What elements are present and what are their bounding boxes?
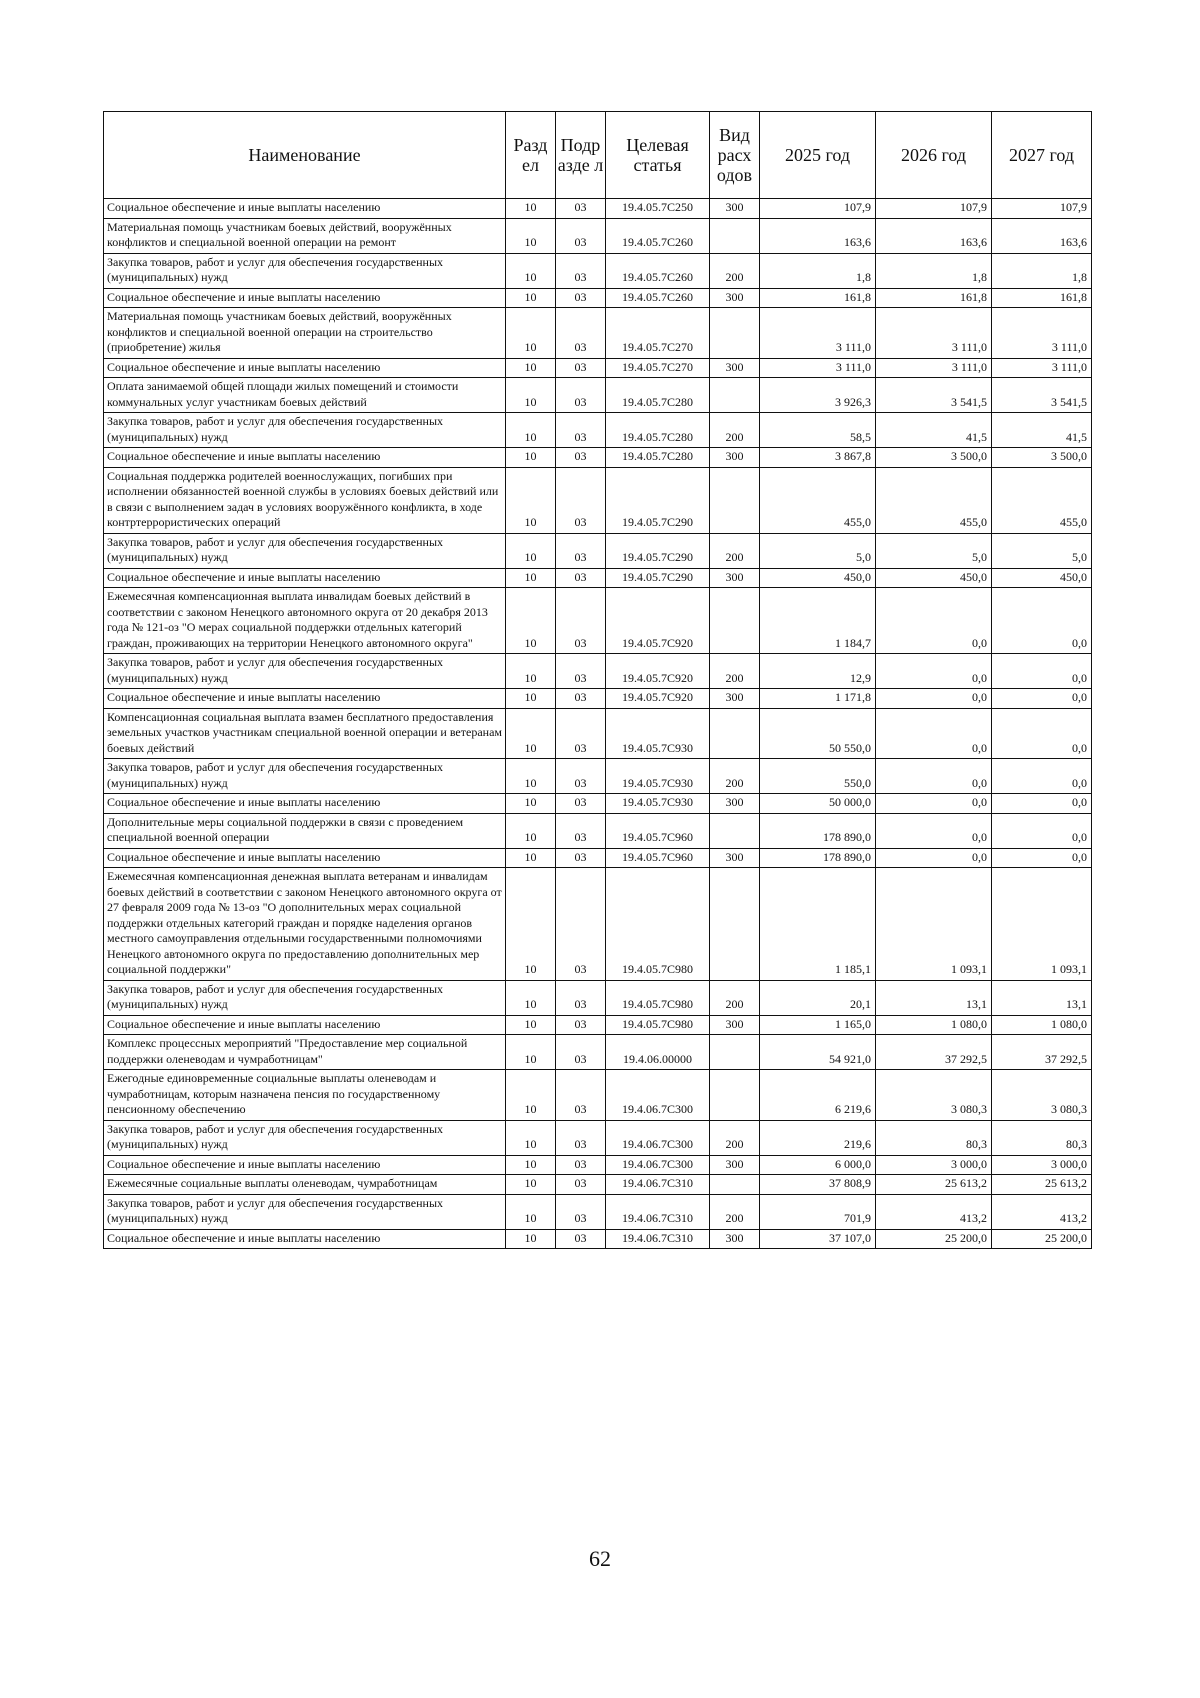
cell-2025: 450,0 xyxy=(760,568,876,588)
cell-name: Ежемесячная компенсационная выплата инвалидам боевых действий в соответствии с законом Ненецкого автономного округа от 20 декабря 2013 года № 121-оз "О мерах социальной поддержки отдельных категорий граждан, проживающих на территории Ненецкого автономного округа" xyxy=(104,588,506,654)
cell-subsection: 03 xyxy=(556,848,606,868)
cell-2026: 0,0 xyxy=(876,588,992,654)
budget-table xyxy=(103,111,1092,1249)
cell-target: 19.4.05.7С260 xyxy=(606,288,710,308)
cell-target: 19.4.06.7С310 xyxy=(606,1229,710,1249)
cell-expense-type: 300 xyxy=(710,794,760,814)
cell-2025: 54 921,0 xyxy=(760,1035,876,1070)
cell-2027: 0,0 xyxy=(992,848,1092,868)
cell-subsection: 03 xyxy=(556,1070,606,1121)
cell-2027: 1 080,0 xyxy=(992,1015,1092,1035)
cell-expense-type: 200 xyxy=(710,654,760,689)
cell-2025: 161,8 xyxy=(760,288,876,308)
cell-expense-type xyxy=(710,588,760,654)
cell-expense-type: 300 xyxy=(710,1229,760,1249)
table-row xyxy=(104,358,1092,378)
cell-2025: 37 107,0 xyxy=(760,1229,876,1249)
cell-subsection: 03 xyxy=(556,1120,606,1155)
cell-expense-type: 200 xyxy=(710,980,760,1015)
cell-subsection: 03 xyxy=(556,218,606,253)
table-row xyxy=(104,413,1092,448)
header-target: Целевая статья xyxy=(606,112,710,199)
table-row xyxy=(104,689,1092,709)
cell-subsection: 03 xyxy=(556,1015,606,1035)
cell-expense-type xyxy=(710,813,760,848)
cell-expense-type: 200 xyxy=(710,1120,760,1155)
cell-section: 10 xyxy=(506,759,556,794)
cell-section: 10 xyxy=(506,413,556,448)
cell-2025: 1 165,0 xyxy=(760,1015,876,1035)
cell-name: Материальная помощь участникам боевых действий, вооружённых конфликтов и специальной военной операции на строительство (приобретение) жилья xyxy=(104,308,506,359)
cell-2027: 0,0 xyxy=(992,689,1092,709)
cell-2026: 3 000,0 xyxy=(876,1155,992,1175)
table-row xyxy=(104,1015,1092,1035)
cell-target: 19.4.05.7С290 xyxy=(606,533,710,568)
header-section: Разд ел xyxy=(506,112,556,199)
cell-expense-type xyxy=(710,868,760,981)
cell-expense-type: 300 xyxy=(710,848,760,868)
table-row xyxy=(104,218,1092,253)
cell-2026: 0,0 xyxy=(876,848,992,868)
cell-name: Социальное обеспечение и иные выплаты населению xyxy=(104,568,506,588)
cell-target: 19.4.06.7С310 xyxy=(606,1194,710,1229)
cell-name: Закупка товаров, работ и услуг для обеспечения государственных (муниципальных) нужд xyxy=(104,253,506,288)
cell-target: 19.4.05.7С290 xyxy=(606,568,710,588)
cell-2025: 3 111,0 xyxy=(760,308,876,359)
cell-2027: 25 613,2 xyxy=(992,1175,1092,1195)
cell-name: Ежемесячные социальные выплаты оленеводам, чумработницам xyxy=(104,1175,506,1195)
cell-2025: 20,1 xyxy=(760,980,876,1015)
cell-expense-type: 300 xyxy=(710,689,760,709)
cell-2025: 5,0 xyxy=(760,533,876,568)
cell-section: 10 xyxy=(506,378,556,413)
cell-2026: 25 200,0 xyxy=(876,1229,992,1249)
cell-section: 10 xyxy=(506,358,556,378)
header-2027: 2027 год xyxy=(992,112,1092,199)
cell-2027: 0,0 xyxy=(992,813,1092,848)
cell-2025: 1 171,8 xyxy=(760,689,876,709)
cell-name: Закупка товаров, работ и услуг для обеспечения государственных (муниципальных) нужд xyxy=(104,980,506,1015)
cell-expense-type: 200 xyxy=(710,759,760,794)
table-row xyxy=(104,848,1092,868)
cell-target: 19.4.05.7С980 xyxy=(606,868,710,981)
cell-target: 19.4.05.7С280 xyxy=(606,413,710,448)
cell-section: 10 xyxy=(506,980,556,1015)
cell-section: 10 xyxy=(506,1194,556,1229)
cell-section: 10 xyxy=(506,308,556,359)
cell-section: 10 xyxy=(506,218,556,253)
table-row xyxy=(104,1194,1092,1229)
cell-name: Социальное обеспечение и иные выплаты населению xyxy=(104,794,506,814)
cell-name: Социальное обеспечение и иные выплаты населению xyxy=(104,1015,506,1035)
cell-2026: 0,0 xyxy=(876,708,992,759)
cell-expense-type xyxy=(710,708,760,759)
cell-2027: 1 093,1 xyxy=(992,868,1092,981)
cell-expense-type xyxy=(710,308,760,359)
table-row xyxy=(104,1070,1092,1121)
cell-subsection: 03 xyxy=(556,588,606,654)
cell-subsection: 03 xyxy=(556,1035,606,1070)
cell-2027: 1,8 xyxy=(992,253,1092,288)
cell-expense-type: 300 xyxy=(710,199,760,219)
cell-2026: 413,2 xyxy=(876,1194,992,1229)
cell-section: 10 xyxy=(506,199,556,219)
cell-expense-type xyxy=(710,1070,760,1121)
cell-subsection: 03 xyxy=(556,980,606,1015)
table-row xyxy=(104,1175,1092,1195)
cell-name: Социальная поддержка родителей военнослужащих, погибших при исполнении обязанностей военной службы в условиях боевых действий или в связи с выполнением задач в условиях вооружённого конфликта, в ходе контртеррористических операций xyxy=(104,467,506,533)
cell-2026: 80,3 xyxy=(876,1120,992,1155)
cell-2026: 450,0 xyxy=(876,568,992,588)
cell-expense-type: 200 xyxy=(710,413,760,448)
cell-2025: 50 000,0 xyxy=(760,794,876,814)
cell-subsection: 03 xyxy=(556,1194,606,1229)
cell-2027: 13,1 xyxy=(992,980,1092,1015)
cell-subsection: 03 xyxy=(556,253,606,288)
cell-expense-type: 300 xyxy=(710,358,760,378)
cell-2027: 3 000,0 xyxy=(992,1155,1092,1175)
cell-expense-type: 300 xyxy=(710,1015,760,1035)
cell-subsection: 03 xyxy=(556,467,606,533)
cell-target: 19.4.05.7С920 xyxy=(606,588,710,654)
cell-2026: 1 093,1 xyxy=(876,868,992,981)
cell-2027: 3 500,0 xyxy=(992,448,1092,468)
cell-target: 19.4.06.00000 xyxy=(606,1035,710,1070)
cell-target: 19.4.06.7С300 xyxy=(606,1070,710,1121)
table-row xyxy=(104,1155,1092,1175)
cell-2025: 12,9 xyxy=(760,654,876,689)
cell-section: 10 xyxy=(506,868,556,981)
cell-section: 10 xyxy=(506,1035,556,1070)
cell-section: 10 xyxy=(506,568,556,588)
cell-2025: 455,0 xyxy=(760,467,876,533)
table-row xyxy=(104,813,1092,848)
cell-subsection: 03 xyxy=(556,448,606,468)
cell-2025: 1 184,7 xyxy=(760,588,876,654)
cell-2027: 450,0 xyxy=(992,568,1092,588)
cell-section: 10 xyxy=(506,1015,556,1035)
cell-name: Дополнительные меры социальной поддержки в связи с проведением специальной военной операции xyxy=(104,813,506,848)
header-2026: 2026 год xyxy=(876,112,992,199)
cell-target: 19.4.05.7С260 xyxy=(606,218,710,253)
cell-name: Социальное обеспечение и иные выплаты населению xyxy=(104,848,506,868)
cell-section: 10 xyxy=(506,253,556,288)
cell-target: 19.4.06.7С310 xyxy=(606,1175,710,1195)
cell-2025: 58,5 xyxy=(760,413,876,448)
cell-subsection: 03 xyxy=(556,794,606,814)
cell-2025: 50 550,0 xyxy=(760,708,876,759)
cell-section: 10 xyxy=(506,848,556,868)
cell-target: 19.4.06.7С300 xyxy=(606,1155,710,1175)
table-row xyxy=(104,588,1092,654)
cell-subsection: 03 xyxy=(556,533,606,568)
cell-2026: 161,8 xyxy=(876,288,992,308)
cell-2027: 0,0 xyxy=(992,654,1092,689)
cell-name: Социальное обеспечение и иные выплаты населению xyxy=(104,288,506,308)
cell-2026: 3 500,0 xyxy=(876,448,992,468)
cell-name: Закупка товаров, работ и услуг для обеспечения государственных (муниципальных) нужд xyxy=(104,533,506,568)
cell-expense-type: 200 xyxy=(710,533,760,568)
cell-subsection: 03 xyxy=(556,378,606,413)
cell-2026: 107,9 xyxy=(876,199,992,219)
cell-2026: 0,0 xyxy=(876,813,992,848)
cell-2026: 37 292,5 xyxy=(876,1035,992,1070)
cell-name: Социальное обеспечение и иные выплаты населению xyxy=(104,448,506,468)
cell-target: 19.4.05.7С920 xyxy=(606,654,710,689)
cell-target: 19.4.05.7С980 xyxy=(606,980,710,1015)
cell-2026: 1 080,0 xyxy=(876,1015,992,1035)
cell-target: 19.4.05.7С980 xyxy=(606,1015,710,1035)
table-row xyxy=(104,467,1092,533)
cell-section: 10 xyxy=(506,689,556,709)
cell-target: 19.4.05.7С960 xyxy=(606,813,710,848)
table-body xyxy=(104,199,1092,1249)
cell-expense-type: 300 xyxy=(710,448,760,468)
cell-subsection: 03 xyxy=(556,813,606,848)
cell-name: Социальное обеспечение и иные выплаты населению xyxy=(104,1229,506,1249)
cell-subsection: 03 xyxy=(556,1155,606,1175)
cell-section: 10 xyxy=(506,533,556,568)
cell-expense-type xyxy=(710,467,760,533)
table-row xyxy=(104,448,1092,468)
cell-name: Компенсационная социальная выплата взамен бесплатного предоставления земельных участков участникам специальной военной операции и ветеранам боевых действий xyxy=(104,708,506,759)
cell-section: 10 xyxy=(506,654,556,689)
cell-2025: 6 219,6 xyxy=(760,1070,876,1121)
cell-expense-type: 300 xyxy=(710,288,760,308)
table-row xyxy=(104,253,1092,288)
cell-name: Закупка товаров, работ и услуг для обеспечения государственных (муниципальных) нужд xyxy=(104,654,506,689)
cell-name: Закупка товаров, работ и услуг для обеспечения государственных (муниципальных) нужд xyxy=(104,759,506,794)
cell-section: 10 xyxy=(506,288,556,308)
cell-expense-type: 300 xyxy=(710,1155,760,1175)
cell-2025: 178 890,0 xyxy=(760,848,876,868)
cell-name: Социальное обеспечение и иные выплаты населению xyxy=(104,358,506,378)
cell-section: 10 xyxy=(506,1155,556,1175)
cell-subsection: 03 xyxy=(556,308,606,359)
cell-expense-type xyxy=(710,1035,760,1070)
cell-2026: 5,0 xyxy=(876,533,992,568)
table-row xyxy=(104,533,1092,568)
cell-expense-type xyxy=(710,218,760,253)
cell-subsection: 03 xyxy=(556,568,606,588)
cell-2027: 413,2 xyxy=(992,1194,1092,1229)
cell-2025: 219,6 xyxy=(760,1120,876,1155)
cell-target: 19.4.05.7С930 xyxy=(606,759,710,794)
cell-name: Оплата занимаемой общей площади жилых помещений и стоимости коммунальных услуг участникам боевых действий xyxy=(104,378,506,413)
cell-section: 10 xyxy=(506,708,556,759)
cell-2026: 25 613,2 xyxy=(876,1175,992,1195)
cell-target: 19.4.05.7С280 xyxy=(606,378,710,413)
table-row xyxy=(104,708,1092,759)
table-row xyxy=(104,199,1092,219)
cell-name: Ежегодные единовременные социальные выплаты оленеводам и чумработницам, которым назначена пенсия по государственному пенсионному обеспечению xyxy=(104,1070,506,1121)
cell-2026: 13,1 xyxy=(876,980,992,1015)
cell-subsection: 03 xyxy=(556,689,606,709)
cell-2027: 107,9 xyxy=(992,199,1092,219)
cell-2026: 3 111,0 xyxy=(876,308,992,359)
cell-2025: 1 185,1 xyxy=(760,868,876,981)
cell-2027: 25 200,0 xyxy=(992,1229,1092,1249)
cell-section: 10 xyxy=(506,1070,556,1121)
cell-expense-type xyxy=(710,1175,760,1195)
cell-2025: 107,9 xyxy=(760,199,876,219)
cell-name: Ежемесячная компенсационная денежная выплата ветеранам и инвалидам боевых действий в соответствии с законом Ненецкого автономного округа от 27 февраля 2009 года № 13-оз "О дополнительных мерах социальной поддержки отдельных категорий граждан и порядке наделения органов местного самоуправления отдельными государственными полномочиями Ненецкого автономного округа по предоставлению дополнительных мер социальной поддержки" xyxy=(104,868,506,981)
cell-target: 19.4.05.7С290 xyxy=(606,467,710,533)
cell-2027: 3 080,3 xyxy=(992,1070,1092,1121)
cell-2027: 163,6 xyxy=(992,218,1092,253)
cell-target: 19.4.05.7С930 xyxy=(606,794,710,814)
cell-name: Закупка товаров, работ и услуг для обеспечения государственных (муниципальных) нужд xyxy=(104,1120,506,1155)
cell-2027: 0,0 xyxy=(992,759,1092,794)
cell-target: 19.4.05.7С280 xyxy=(606,448,710,468)
cell-2025: 1,8 xyxy=(760,253,876,288)
cell-2026: 0,0 xyxy=(876,794,992,814)
table-row xyxy=(104,759,1092,794)
table-row xyxy=(104,794,1092,814)
cell-expense-type: 300 xyxy=(710,568,760,588)
cell-subsection: 03 xyxy=(556,759,606,794)
cell-2027: 41,5 xyxy=(992,413,1092,448)
cell-2025: 3 926,3 xyxy=(760,378,876,413)
cell-2027: 0,0 xyxy=(992,708,1092,759)
cell-2026: 3 080,3 xyxy=(876,1070,992,1121)
cell-2026: 455,0 xyxy=(876,467,992,533)
page-number: 62 xyxy=(589,1546,611,1571)
header-expense-type: Вид расх одов xyxy=(710,112,760,199)
cell-2027: 3 111,0 xyxy=(992,358,1092,378)
table-row xyxy=(104,868,1092,981)
cell-2027: 3 541,5 xyxy=(992,378,1092,413)
cell-target: 19.4.05.7С270 xyxy=(606,308,710,359)
cell-2025: 178 890,0 xyxy=(760,813,876,848)
cell-2026: 3 541,5 xyxy=(876,378,992,413)
table-row xyxy=(104,980,1092,1015)
cell-2027: 455,0 xyxy=(992,467,1092,533)
cell-target: 19.4.05.7С250 xyxy=(606,199,710,219)
cell-target: 19.4.05.7С930 xyxy=(606,708,710,759)
cell-expense-type: 200 xyxy=(710,1194,760,1229)
cell-2027: 0,0 xyxy=(992,588,1092,654)
cell-subsection: 03 xyxy=(556,199,606,219)
cell-name: Материальная помощь участникам боевых действий, вооружённых конфликтов и специальной военной операции на ремонт xyxy=(104,218,506,253)
table-row xyxy=(104,1035,1092,1070)
cell-2026: 163,6 xyxy=(876,218,992,253)
header-2025: 2025 год xyxy=(760,112,876,199)
cell-subsection: 03 xyxy=(556,1229,606,1249)
cell-2027: 161,8 xyxy=(992,288,1092,308)
table-row xyxy=(104,1229,1092,1249)
cell-2027: 37 292,5 xyxy=(992,1035,1092,1070)
table-row xyxy=(104,1120,1092,1155)
cell-2025: 701,9 xyxy=(760,1194,876,1229)
cell-subsection: 03 xyxy=(556,413,606,448)
cell-2026: 0,0 xyxy=(876,654,992,689)
cell-subsection: 03 xyxy=(556,288,606,308)
cell-2025: 550,0 xyxy=(760,759,876,794)
cell-2027: 0,0 xyxy=(992,794,1092,814)
cell-name: Социальное обеспечение и иные выплаты населению xyxy=(104,1155,506,1175)
cell-2027: 5,0 xyxy=(992,533,1092,568)
cell-expense-type xyxy=(710,378,760,413)
header-subsection: Подр азде л xyxy=(556,112,606,199)
cell-name: Социальное обеспечение и иные выплаты населению xyxy=(104,199,506,219)
cell-section: 10 xyxy=(506,794,556,814)
cell-section: 10 xyxy=(506,1120,556,1155)
cell-subsection: 03 xyxy=(556,654,606,689)
cell-name: Закупка товаров, работ и услуг для обеспечения государственных (муниципальных) нужд xyxy=(104,1194,506,1229)
cell-target: 19.4.05.7С270 xyxy=(606,358,710,378)
table-row xyxy=(104,654,1092,689)
cell-2026: 0,0 xyxy=(876,689,992,709)
cell-subsection: 03 xyxy=(556,1175,606,1195)
cell-target: 19.4.06.7С300 xyxy=(606,1120,710,1155)
cell-2025: 3 111,0 xyxy=(760,358,876,378)
cell-subsection: 03 xyxy=(556,868,606,981)
cell-2027: 80,3 xyxy=(992,1120,1092,1155)
cell-name: Социальное обеспечение и иные выплаты населению xyxy=(104,689,506,709)
cell-target: 19.4.05.7С960 xyxy=(606,848,710,868)
cell-2026: 0,0 xyxy=(876,759,992,794)
cell-2026: 41,5 xyxy=(876,413,992,448)
table-header-row xyxy=(104,112,1092,199)
cell-2026: 1,8 xyxy=(876,253,992,288)
cell-section: 10 xyxy=(506,1175,556,1195)
cell-target: 19.4.05.7С260 xyxy=(606,253,710,288)
cell-2025: 6 000,0 xyxy=(760,1155,876,1175)
cell-section: 10 xyxy=(506,588,556,654)
table-row xyxy=(104,568,1092,588)
cell-section: 10 xyxy=(506,448,556,468)
header-name: Наименование xyxy=(104,112,506,199)
cell-2025: 3 867,8 xyxy=(760,448,876,468)
cell-section: 10 xyxy=(506,467,556,533)
cell-target: 19.4.05.7С920 xyxy=(606,689,710,709)
cell-2025: 37 808,9 xyxy=(760,1175,876,1195)
cell-2027: 3 111,0 xyxy=(992,308,1092,359)
cell-expense-type: 200 xyxy=(710,253,760,288)
cell-name: Комплекс процессных мероприятий "Предоставление мер социальной поддержки оленеводам и чумработницам" xyxy=(104,1035,506,1070)
table-row xyxy=(104,378,1092,413)
cell-subsection: 03 xyxy=(556,358,606,378)
cell-section: 10 xyxy=(506,1229,556,1249)
table-row xyxy=(104,288,1092,308)
table-row xyxy=(104,308,1092,359)
cell-name: Закупка товаров, работ и услуг для обеспечения государственных (муниципальных) нужд xyxy=(104,413,506,448)
cell-2026: 3 111,0 xyxy=(876,358,992,378)
cell-section: 10 xyxy=(506,813,556,848)
cell-subsection: 03 xyxy=(556,708,606,759)
cell-2025: 163,6 xyxy=(760,218,876,253)
